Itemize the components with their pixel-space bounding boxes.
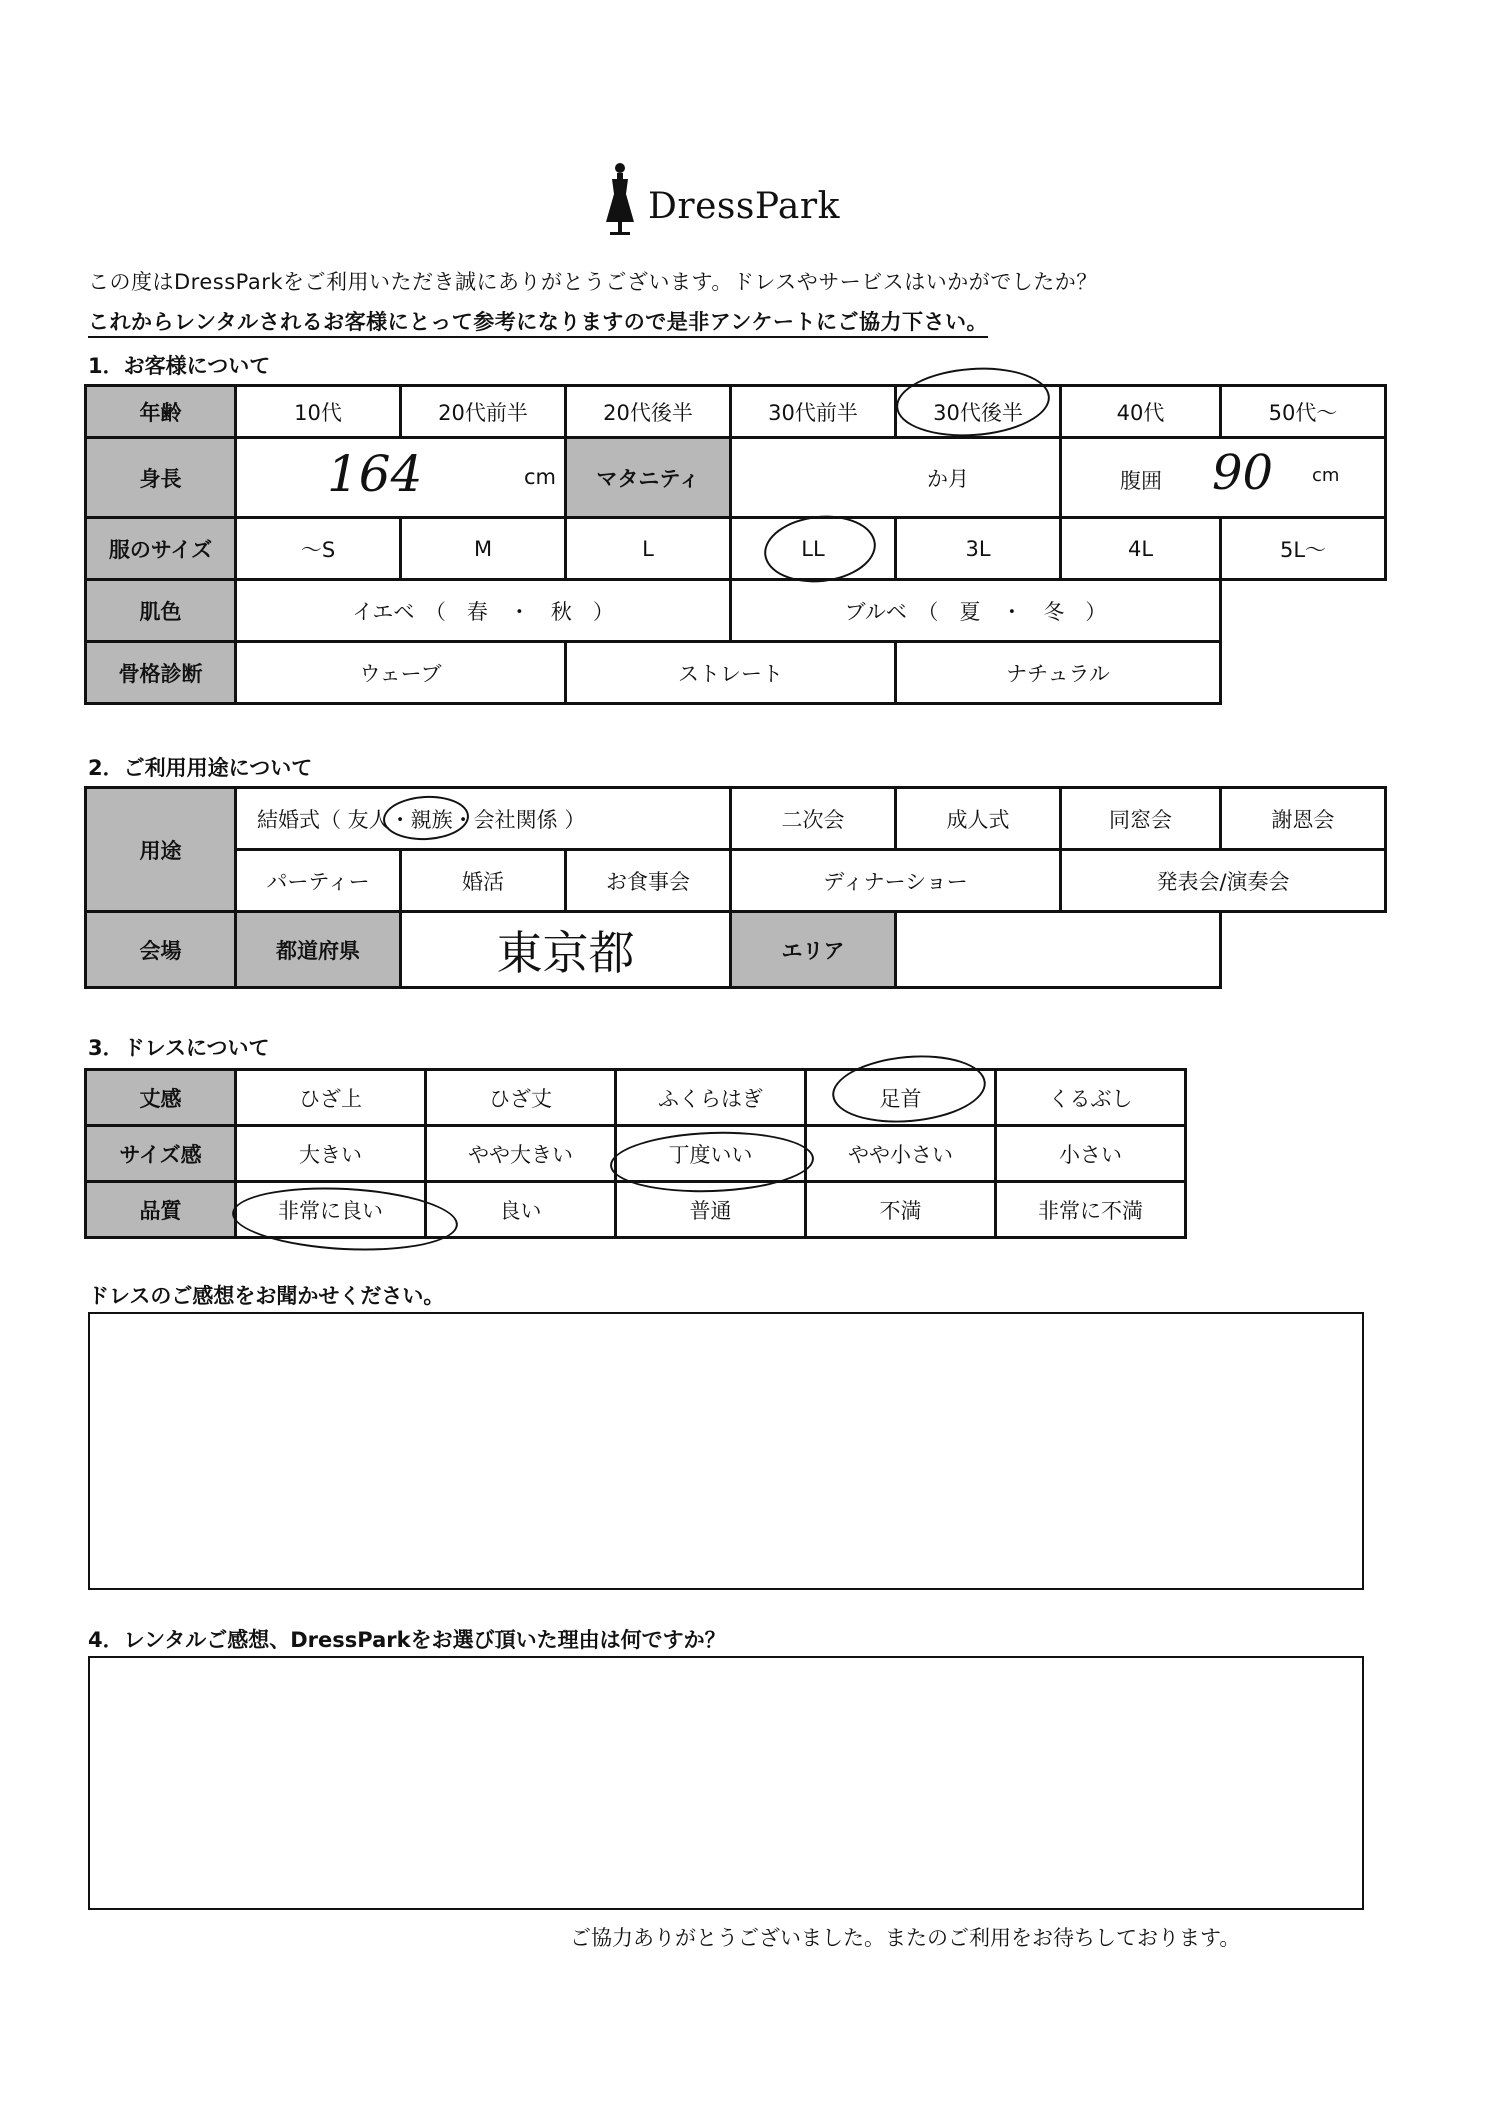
usage-table (84, 786, 1387, 989)
maternity-months-unit: か月 (927, 466, 969, 491)
skin-label: 肌色 (86, 580, 236, 642)
length-label: 丈感 (86, 1070, 236, 1126)
height-value: 164 (327, 445, 423, 503)
size-option[interactable]: 4L (1061, 518, 1221, 580)
waist-field[interactable] (1061, 438, 1386, 518)
skin-blue-option[interactable]: ブルベ （ 夏 ・ 冬 ） (731, 580, 1221, 642)
frame-row (86, 642, 1386, 704)
waist-label: 腹囲 (1120, 469, 1162, 493)
age-option[interactable]: 30代前半 (731, 386, 896, 438)
fit-option[interactable]: やや小さい (806, 1126, 996, 1182)
intro-request: これからレンタルされるお客様にとって参考になりますので是非アンケートにご協力下さい。 (88, 306, 988, 338)
height-unit: cm (523, 465, 556, 489)
closing-message: ご協力ありがとうございました。またのご利用をお待ちしております。 (570, 1926, 1241, 1950)
quality-option[interactable]: 普通 (616, 1182, 806, 1238)
size-option[interactable]: 3L (896, 518, 1061, 580)
usage-row-1 (86, 788, 1386, 850)
area-label: エリア (731, 912, 896, 988)
venue-label: 会場 (86, 912, 236, 988)
length-option-selected[interactable]: 足首 (806, 1070, 996, 1126)
age-option[interactable]: 50代〜 (1221, 386, 1386, 438)
coming-of-age-option[interactable]: 成人式 (896, 788, 1061, 850)
thanks-party-option[interactable]: 謝恩会 (1221, 788, 1386, 850)
section-2-title: 2．ご利用用途について (88, 756, 313, 780)
area-field[interactable] (896, 912, 1221, 988)
body-row (86, 438, 1386, 518)
height-field[interactable] (236, 438, 566, 518)
quality-option[interactable]: 良い (426, 1182, 616, 1238)
after-party-option[interactable]: 二次会 (731, 788, 896, 850)
size-option-selected[interactable]: LL (731, 518, 896, 580)
reunion-option[interactable]: 同窓会 (1061, 788, 1221, 850)
dinner-option[interactable]: お食事会 (566, 850, 731, 912)
dress-table (84, 1068, 1187, 1239)
skin-yellow-option[interactable]: イエベ （ 春 ・ 秋 ） (236, 580, 731, 642)
age-option-selected[interactable]: 30代後半 (896, 386, 1061, 438)
party-option[interactable]: パーティー (236, 850, 401, 912)
fit-row (86, 1126, 1186, 1182)
quality-option[interactable]: 不満 (806, 1182, 996, 1238)
age-option[interactable]: 20代後半 (566, 386, 731, 438)
skin-row (86, 580, 1386, 642)
length-option[interactable]: ふくらはぎ (616, 1070, 806, 1126)
frame-label: 骨格診断 (86, 642, 236, 704)
length-option[interactable]: くるぶし (996, 1070, 1186, 1126)
fit-option-selected[interactable]: 丁度いい (616, 1126, 806, 1182)
maternity-months-field[interactable] (731, 438, 1061, 518)
section-4-title: 4．レンタルご感想、DressParkをお選び頂いた理由は何ですか？ (88, 1628, 726, 1652)
length-option[interactable]: ひざ上 (236, 1070, 426, 1126)
customer-info-table (84, 384, 1387, 705)
usage-row-2 (86, 850, 1386, 912)
size-option[interactable]: M (401, 518, 566, 580)
quality-label: 品質 (86, 1182, 236, 1238)
size-option[interactable]: L (566, 518, 731, 580)
prefecture-field[interactable]: 東京都 (401, 912, 731, 988)
fit-label: サイズ感 (86, 1126, 236, 1182)
fit-option[interactable]: 大きい (236, 1126, 426, 1182)
quality-row (86, 1182, 1186, 1238)
section-3-title: 3．ドレスについて (88, 1036, 270, 1060)
size-option[interactable]: 5L〜 (1221, 518, 1386, 580)
rental-reason-box[interactable] (88, 1656, 1364, 1910)
length-row (86, 1070, 1186, 1126)
size-option[interactable]: 〜S (236, 518, 401, 580)
dress-comment-box[interactable] (88, 1312, 1364, 1590)
size-label: 服のサイズ (86, 518, 236, 580)
frame-option[interactable]: ストレート (566, 642, 896, 704)
dinner-show-option[interactable]: ディナーショー (731, 850, 1061, 912)
age-row (86, 386, 1386, 438)
konkatsu-option[interactable]: 婚活 (401, 850, 566, 912)
fit-option[interactable]: やや大きい (426, 1126, 616, 1182)
recital-option[interactable]: 発表会/演奏会 (1061, 850, 1386, 912)
quality-option[interactable]: 非常に不満 (996, 1182, 1186, 1238)
age-option[interactable]: 40代 (1061, 386, 1221, 438)
quality-option-selected[interactable]: 非常に良い (236, 1182, 426, 1238)
wedding-option[interactable]: 結婚式（ 友人・親族・会社関係 ） (236, 788, 731, 850)
fit-option[interactable]: 小さい (996, 1126, 1186, 1182)
intro-text: この度はDressParkをご利用いただき誠にありがとうございます。ドレスやサービスはいかがでしたか？ (88, 270, 1098, 294)
height-label: 身長 (86, 438, 236, 518)
purpose-label: 用途 (86, 788, 236, 912)
age-option[interactable]: 20代前半 (401, 386, 566, 438)
waist-unit: cm (1312, 465, 1340, 486)
venue-row (86, 912, 1386, 988)
brand-logo: DressPark (648, 186, 840, 227)
maternity-label: マタニティ (566, 438, 731, 518)
age-label: 年齢 (86, 386, 236, 438)
dress-comment-prompt: ドレスのご感想をお聞かせください。 (88, 1284, 445, 1308)
size-row (86, 518, 1386, 580)
age-option[interactable]: 10代 (236, 386, 401, 438)
frame-option[interactable]: ナチュラル (896, 642, 1221, 704)
length-option[interactable]: ひざ丈 (426, 1070, 616, 1126)
prefecture-label: 都道府県 (236, 912, 401, 988)
frame-option[interactable]: ウェーブ (236, 642, 566, 704)
waist-value: 90 (1212, 445, 1274, 501)
section-1-title: 1．お客様について (88, 354, 271, 378)
